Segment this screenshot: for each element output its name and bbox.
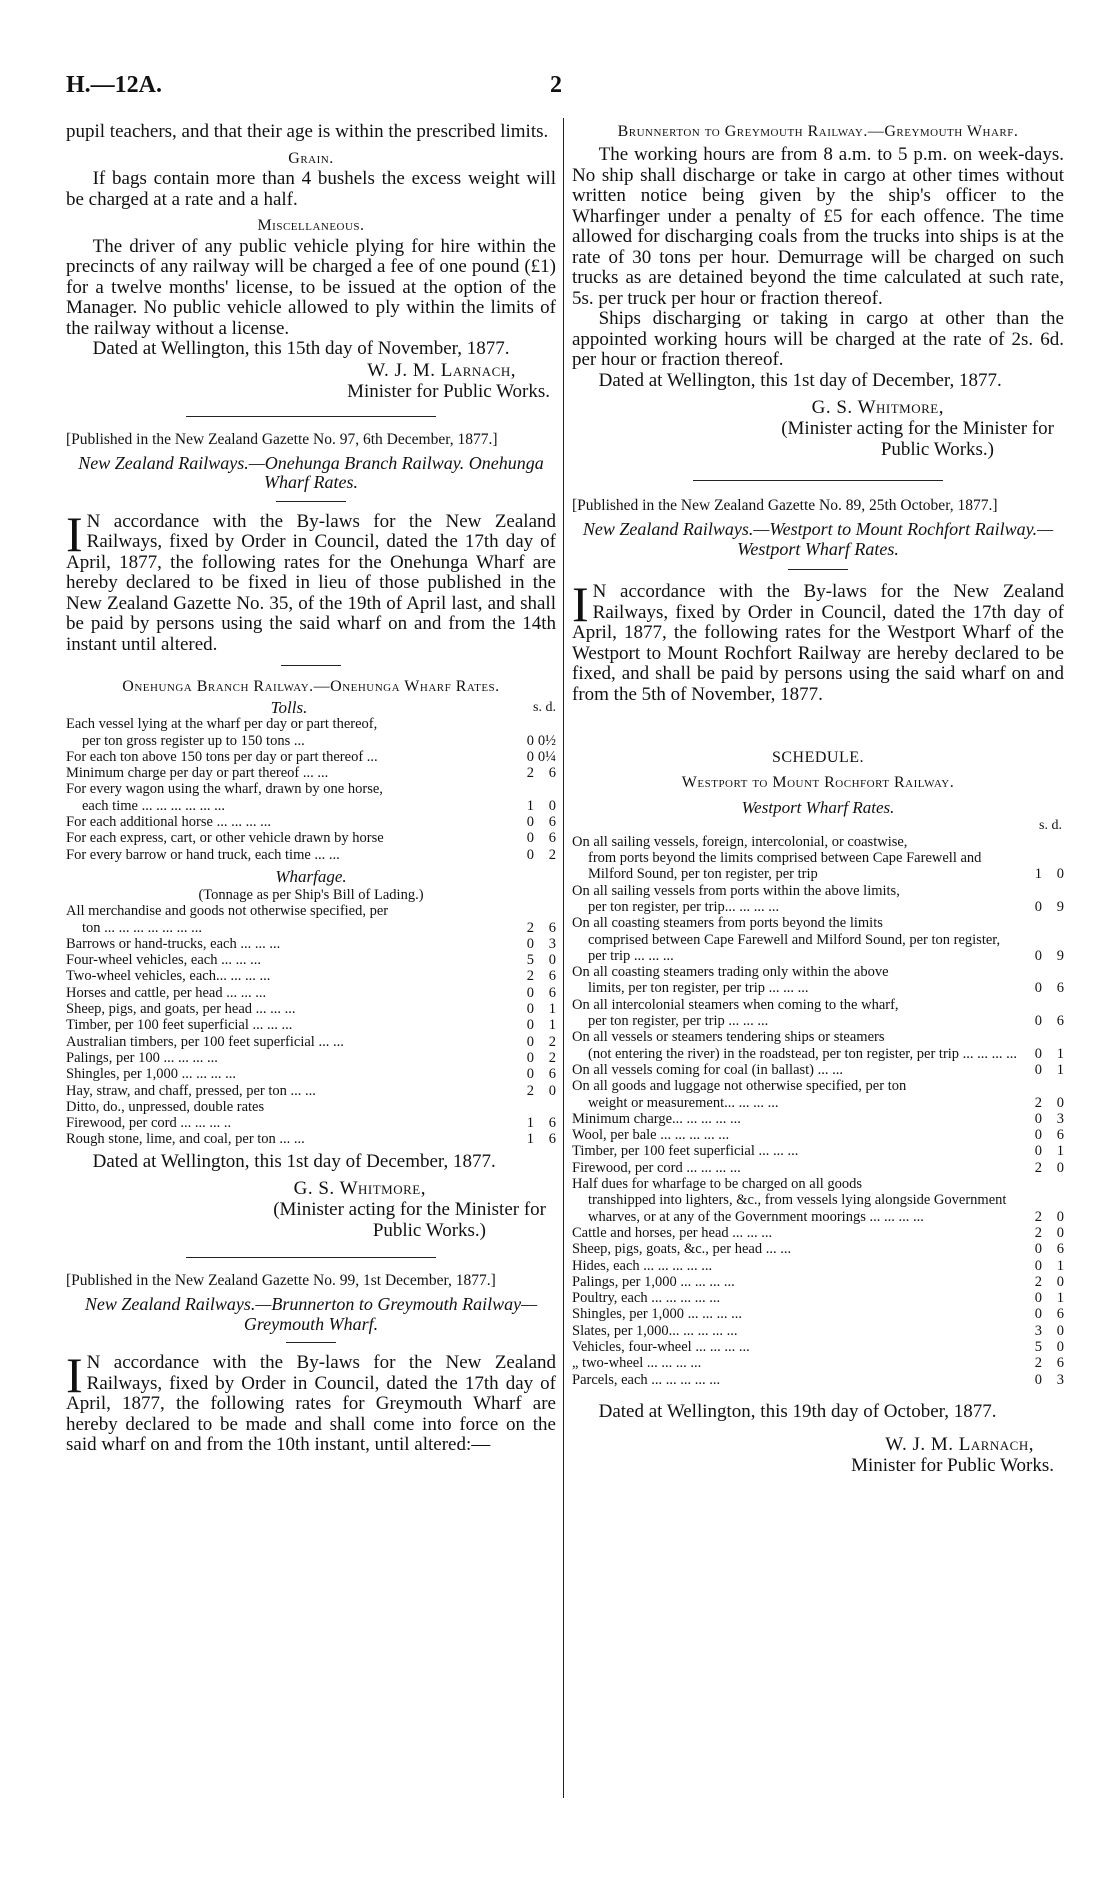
rate-row <box>66 1034 556 1050</box>
rate-row <box>572 899 1064 915</box>
rate-row <box>66 1115 556 1131</box>
working-hours-paragraph: The working hours are from 8 a.m. to 5 p.m. on week-days. No ship shall discharge or take in cargo at other times without written notice being given by the ship's officer to the Wharfinger under a penalty of £5 for each offence. The time allowed for discharging coals from the trucks into ships is at the rate of 30 tons per hour. Demurrage will be charged on such trucks as are detained beyond the time calculated at such rate, 5s. per truck per hour or fraction thereof. <box>572 144 1064 309</box>
pence-value: 6 <box>548 968 556 985</box>
rate-description: Hides, each ... ... ... ... ... <box>572 1257 713 1274</box>
rate-row <box>572 1274 1064 1290</box>
dated-line: Dated at Wellington, this 1st day of December, 1877. <box>598 369 1002 391</box>
rate-description: per ton gross register up to 150 tons ... <box>82 732 305 749</box>
rate-description: (not entering the river) in the roadstead, per ton register, per trip ... ... ... ... <box>588 1045 1018 1062</box>
signatory-title: Minister for Public Works. <box>347 380 550 402</box>
rate-description: Two-wheel vehicles, each... ... ... ... <box>66 968 271 985</box>
rate-description: comprised between Cape Farewell and Milford Sound, per ton register, per trip ... ... ... <box>588 931 1001 964</box>
pence-value: 0 <box>548 1082 556 1099</box>
section-rule <box>186 416 436 417</box>
rate-description: Firewood, per cord ... ... ... ... <box>572 1159 741 1176</box>
wharfage-heading: Wharfage. <box>275 866 347 886</box>
rate-description: Firewood, per cord ... ... ... .. <box>66 1115 232 1132</box>
rate-description: Slates, per 1,000... ... ... ... ... <box>572 1322 738 1339</box>
shillings-value: 1 <box>526 1115 534 1132</box>
shillings-value: 1 <box>526 797 534 814</box>
rate-description: For each additional horse ... ... ... ... <box>66 814 271 831</box>
rate-row-label: For every wagon using the wharf, drawn by one horse, <box>66 781 383 798</box>
rate-row <box>572 1372 1064 1388</box>
rate-description: Horses and cattle, per head ... ... ... <box>66 984 267 1001</box>
rate-row <box>572 1241 1064 1257</box>
rate-row-label: On all vessels or steamers tendering ships or steamers <box>572 1029 885 1046</box>
rate-row <box>66 936 556 952</box>
rate-row <box>66 1066 556 1082</box>
page-number: 2 <box>550 72 562 98</box>
shillings-value: 2 <box>1034 1273 1042 1290</box>
shillings-value: 0 <box>1034 1290 1042 1307</box>
rate-row <box>572 850 1064 883</box>
rate-row <box>66 847 556 863</box>
rate-row <box>572 980 1064 996</box>
rate-row <box>572 1355 1064 1371</box>
pence-value: 1 <box>1056 1257 1064 1274</box>
shillings-value: 2 <box>526 919 534 936</box>
rate-row <box>572 1192 1064 1225</box>
rate-description: Wool, per bale ... ... ... ... ... <box>572 1127 730 1144</box>
shillings-value: 0 <box>1034 947 1042 964</box>
pence-value: 0 <box>1056 1159 1064 1176</box>
overtime-paragraph: Ships discharging or taking in cargo at other than the appointed working hours will be charged at the rate of 2s. 6d. per hour or fraction thereof. <box>572 308 1064 370</box>
left-column <box>66 122 556 1456</box>
rate-row <box>572 1143 1064 1159</box>
signatory-title-line2: Public Works.) <box>880 439 994 460</box>
shillings-value: 5 <box>526 952 534 969</box>
rate-description: Vehicles, four-wheel ... ... ... ... <box>572 1339 750 1355</box>
pence-value: 0 <box>1056 1339 1064 1355</box>
rate-description: Timber, per 100 feet superficial ... ... ... <box>572 1143 799 1160</box>
pence-value: 0 <box>1056 1208 1064 1225</box>
shillings-value: 2 <box>1034 1094 1042 1111</box>
pence-value: 6 <box>1056 1355 1064 1372</box>
pence-value: 6 <box>548 830 556 847</box>
shillings-value: 0 <box>1034 898 1042 915</box>
rate-description: per ton register, per trip... ... ... ... <box>588 898 780 915</box>
shillings-value: 1 <box>526 1131 534 1148</box>
pence-value: 9 <box>1056 898 1064 915</box>
pence-value: 6 <box>1056 1013 1064 1030</box>
shillings-value: 0 <box>526 830 534 847</box>
rate-row <box>572 1111 1064 1127</box>
grain-paragraph: If bags contain more than 4 bushels the excess weight will be charged at a rate and a half. <box>66 168 556 210</box>
rate-row <box>572 1127 1064 1143</box>
pence-value: 0 <box>1056 1094 1064 1111</box>
pence-value: 6 <box>1056 1306 1064 1323</box>
rate-row <box>66 765 556 781</box>
notice-title: New Zealand Railways.—Westport to Mount Rochfort Railway.—Westport Wharf Rates. <box>582 519 1054 559</box>
rate-row-label: On all sailing vessels from ports within the above limits, <box>572 882 900 899</box>
pence-value: 6 <box>548 919 556 936</box>
grain-heading: Grain. <box>288 149 334 167</box>
signatory-title-line2: Public Works.) <box>372 1220 486 1242</box>
shillings-value: 0 <box>526 732 534 749</box>
shillings-value: 0 <box>526 846 534 863</box>
signatory-name: W. J. M. Larnach, <box>367 359 516 381</box>
rate-row <box>572 1046 1064 1062</box>
pence-value: 1 <box>1056 1290 1064 1307</box>
pence-value: 6 <box>548 1131 556 1148</box>
rate-row <box>66 920 556 936</box>
pence-value: 0 <box>548 952 556 969</box>
pence-value: 1 <box>1056 1061 1064 1078</box>
shillings-value: 2 <box>526 968 534 985</box>
pence-value: 2 <box>548 846 556 863</box>
shillings-value: 0 <box>526 984 534 1001</box>
rate-row-label: Half dues for wharfage to be charged on all goods <box>572 1176 863 1193</box>
rates-table-heading: Onehunga Branch Railway.—Onehunga Wharf Rates. <box>122 678 500 695</box>
shillings-value: 2 <box>1034 1208 1042 1225</box>
short-rule <box>276 501 346 502</box>
signatory-name: G. S. Whitmore, <box>293 1178 426 1200</box>
rate-description: „ two-wheel ... ... ... ... <box>572 1355 702 1372</box>
rate-row <box>66 733 556 749</box>
pence-value: 6 <box>548 765 556 782</box>
pence-value: 0 <box>1056 1224 1064 1241</box>
section-rule <box>693 480 943 481</box>
rate-description: Rough stone, lime, and coal, per ton ... ... <box>66 1131 305 1148</box>
rate-row <box>66 968 556 984</box>
shillings-value: 0 <box>526 1066 534 1083</box>
rate-description: On all vessels coming for coal (in ballast) ... ... <box>572 1061 844 1078</box>
schedule-subheading: Westport to Mount Rochfort Railway. <box>681 774 955 791</box>
shillings-value: 3 <box>1034 1322 1042 1339</box>
pence-value: 6 <box>1056 980 1064 997</box>
pence-value: 6 <box>548 814 556 831</box>
right-column <box>572 122 1064 1476</box>
shillings-value: 0 <box>1034 1061 1042 1078</box>
pence-value: 0 <box>1056 866 1064 883</box>
publication-note: [Published in the New Zealand Gazette No. 99, 1st December, 1877.] <box>66 1272 496 1290</box>
rate-row <box>66 749 556 765</box>
rate-description: transhipped into lighters, &c., from vessels lying alongside Government wharves, or at any of the Government moorings ... ... ... ... <box>588 1192 1007 1225</box>
rate-row <box>66 814 556 830</box>
pence-value: 1 <box>1056 1143 1064 1160</box>
rate-description: Timber, per 100 feet superficial ... ... ... <box>66 1017 293 1034</box>
sd-header: s. d. <box>1039 817 1062 833</box>
rate-row-label: On all sailing vessels, foreign, intercolonial, or coastwise, <box>572 833 908 850</box>
rate-row <box>66 798 556 814</box>
publication-note: [Published in the New Zealand Gazette No. 97, 6th December, 1877.] <box>66 430 498 448</box>
westport-rates-table <box>572 834 1064 1388</box>
pence-value: 1 <box>548 1001 556 1018</box>
rate-row <box>572 1095 1064 1111</box>
rate-description: Shingles, per 1,000 ... ... ... ... <box>572 1306 742 1323</box>
pence-value: 0 <box>1056 1273 1064 1290</box>
section-heading: Brunnerton to Greymouth Railway.—Greymouth Wharf. <box>617 123 1019 140</box>
rate-description: Poultry, each ... ... ... ... ... <box>572 1290 721 1307</box>
rate-row-label: On all intercolonial steamers when coming to the wharf, <box>572 996 899 1013</box>
pence-value: 3 <box>1056 1371 1064 1388</box>
short-rule <box>286 1342 336 1343</box>
rate-row <box>66 952 556 968</box>
tolls-table <box>66 716 556 863</box>
shillings-value: 2 <box>526 765 534 782</box>
shillings-value: 2 <box>1034 1355 1042 1372</box>
signatory-title-line1: (Minister acting for the Minister for <box>273 1199 546 1221</box>
sd-header: s. d. <box>533 700 556 715</box>
shillings-value: 0 <box>1034 1127 1042 1144</box>
shillings-value: 0 <box>1034 1257 1042 1274</box>
rate-description: For every barrow or hand truck, each time ... ... <box>66 846 340 863</box>
rate-description: from ports beyond the limits comprised between Cape Farewell and Milford Sound, per ton register, per trip <box>588 850 982 883</box>
rate-row <box>572 1225 1064 1241</box>
miscellaneous-paragraph: The driver of any public vehicle plying for hire within the precincts of any railway will be charged a fee of one pound (£1) for a twelve months' license, to be issued at the option of the Manager. No public vehicle allowed to ply within the limits of the railway without a license. <box>66 235 556 339</box>
rate-row <box>66 830 556 846</box>
rate-row-label: On all goods and luggage not otherwise specified, per ton <box>572 1078 907 1095</box>
notice-paragraph: IN accordance with the By-laws for the New Zealand Railways, fixed by Order in Council, dated the 17th day of April, 1877, the following rates for the Westport Wharf of the Westport to Mount Rochfort Railway are hereby declared to be fixed, and shall be paid by persons using the said wharf on and from the 5th of November, 1877. <box>572 576 1064 705</box>
rate-description: Ditto, do., unpressed, double rates <box>66 1098 265 1115</box>
shillings-value: 0 <box>1034 980 1042 997</box>
shillings-value: 5 <box>1034 1339 1042 1355</box>
pence-value: 0½ <box>537 732 556 749</box>
notice-paragraph: IN accordance with the By-laws for the New Zealand Railways, fixed by Order in Council, dated the 17th day of April, 1877, the following rates for the Onehunga Wharf are hereby declared to be fixed in lieu of those published in the New Zealand Gazette No. 35, of the 19th of April last, and shall be paid by persons using the said wharf on and from the 14th instant until altered. <box>66 505 556 655</box>
rate-row <box>66 1050 556 1066</box>
rate-row-label: Each vessel lying at the wharf per day or part thereof, <box>66 716 378 733</box>
wharfage-subheading: (Tonnage as per Ship's Bill of Lading.) <box>198 886 424 903</box>
rate-row <box>572 932 1064 965</box>
rate-row <box>572 1306 1064 1322</box>
rate-description: Hay, straw, and chaff, pressed, per ton ... ... <box>66 1082 316 1099</box>
pence-value: 6 <box>548 984 556 1001</box>
rate-description: Minimum charge... ... ... ... ... <box>572 1110 741 1127</box>
rate-row <box>66 1083 556 1099</box>
rate-row-label: On all coasting steamers from ports beyond the limits <box>572 915 883 932</box>
rate-row-label: On all coasting steamers trading only within the above <box>572 964 889 981</box>
rate-row <box>572 1339 1064 1355</box>
pence-value: 0 <box>548 797 556 814</box>
rate-description: Parcels, each ... ... ... ... ... <box>572 1371 721 1388</box>
shillings-value: 0 <box>526 1001 534 1018</box>
rate-row <box>66 1131 556 1147</box>
wharfage-table <box>66 903 556 1147</box>
pence-value: 6 <box>1056 1127 1064 1144</box>
dated-line: Dated at Wellington, this 19th day of October, 1877. <box>598 1400 997 1422</box>
shillings-value: 0 <box>1034 1013 1042 1030</box>
rate-row <box>572 1160 1064 1176</box>
shillings-value: 0 <box>1034 1045 1042 1062</box>
publication-note: [Published in the New Zealand Gazette No. 89, 25th October, 1877.] <box>572 497 998 514</box>
rate-description: Sheep, pigs, and goats, per head ... ... ... <box>66 1001 296 1018</box>
shillings-value: 1 <box>1034 866 1042 883</box>
rate-description: For each express, cart, or other vehicle drawn by horse <box>66 830 384 847</box>
rate-description: Cattle and horses, per head ... ... ... <box>572 1224 773 1241</box>
pence-value: 1 <box>1056 1045 1064 1062</box>
notice-title: New Zealand Railways.—Brunnerton to Greymouth Railway—Greymouth Wharf. <box>84 1294 538 1334</box>
schedule-heading: SCHEDULE. <box>771 749 865 766</box>
rate-description: Minimum charge per day or part thereof ... ... <box>66 765 329 782</box>
short-rule <box>281 665 341 666</box>
rate-description: limits, per ton register, per trip ... ... ... <box>588 980 809 997</box>
dated-line: Dated at Wellington, this 15th day of November, 1877. <box>92 338 510 359</box>
short-rule <box>788 569 848 570</box>
pence-value: 6 <box>548 1066 556 1083</box>
shillings-value: 2 <box>1034 1159 1042 1176</box>
rate-description: Barrows or hand-trucks, each ... ... ... <box>66 935 281 952</box>
rate-row <box>572 1013 1064 1029</box>
shillings-value: 2 <box>1034 1224 1042 1241</box>
shillings-value: 0 <box>526 935 534 952</box>
rate-description: ton ... ... ... ... ... ... ... <box>82 919 203 936</box>
pence-value: 2 <box>548 1049 556 1066</box>
rate-row <box>572 1323 1064 1339</box>
intro-paragraph: pupil teachers, and that their age is within the prescribed limits. <box>66 121 549 142</box>
shillings-value: 2 <box>526 1082 534 1099</box>
rate-description: weight or measurement... ... ... ... <box>588 1094 779 1111</box>
section-rule <box>186 1257 436 1258</box>
rate-row <box>572 1290 1064 1306</box>
pence-value: 1 <box>548 1017 556 1034</box>
rate-row <box>572 1062 1064 1078</box>
rate-row <box>66 1017 556 1033</box>
shillings-value: 0 <box>526 1017 534 1034</box>
rate-row-label: All merchandise and goods not otherwise specified, per <box>66 903 389 920</box>
rate-row <box>66 1099 556 1115</box>
tolls-heading: Tolls. <box>270 698 308 717</box>
pence-value: 0 <box>1056 1322 1064 1339</box>
shillings-value: 0 <box>1034 1371 1042 1388</box>
rate-description: Sheep, pigs, goats, &c., per head ... ... <box>572 1241 792 1258</box>
rate-description: per ton register, per trip ... ... ... <box>588 1013 769 1030</box>
signatory-title-line1: (Minister acting for the Minister for <box>781 418 1054 439</box>
schedule-title: Westport Wharf Rates. <box>741 797 895 817</box>
rate-description: Australian timbers, per 100 feet superficial ... ... <box>66 1033 344 1050</box>
rate-description: For each ton above 150 tons per day or part thereof ... <box>66 748 378 765</box>
shillings-value: 0 <box>526 1049 534 1066</box>
signatory-title: Minister for Public Works. <box>851 1455 1054 1477</box>
rate-description: each time ... ... ... ... ... ... <box>82 797 225 814</box>
pence-value: 0¼ <box>537 748 556 765</box>
pence-value: 3 <box>548 935 556 952</box>
rate-row <box>572 1258 1064 1274</box>
pence-value: 6 <box>548 1115 556 1132</box>
shillings-value: 0 <box>526 748 534 765</box>
pence-value: 9 <box>1056 947 1064 964</box>
shillings-value: 0 <box>1034 1241 1042 1258</box>
dated-line: Dated at Wellington, this 1st day of December, 1877. <box>92 1150 496 1172</box>
rate-description: Palings, per 1,000 ... ... ... ... <box>572 1273 735 1290</box>
signatory-name: G. S. Whitmore, <box>811 397 944 418</box>
shillings-value: 0 <box>1034 1143 1042 1160</box>
shillings-value: 0 <box>1034 1110 1042 1127</box>
column-divider <box>563 118 564 1798</box>
pence-value: 6 <box>1056 1241 1064 1258</box>
rate-description: Shingles, per 1,000 ... ... ... ... <box>66 1066 236 1083</box>
rate-description: Four-wheel vehicles, each ... ... ... <box>66 952 261 969</box>
rate-row <box>66 1001 556 1017</box>
rate-description: Palings, per 100 ... ... ... ... <box>66 1049 218 1066</box>
notice-title: New Zealand Railways.—Onehunga Branch Railway. Onehunga Wharf Rates. <box>78 452 544 492</box>
miscellaneous-heading: Miscellaneous. <box>257 217 365 234</box>
shillings-value: 0 <box>526 1033 534 1050</box>
pence-value: 2 <box>548 1033 556 1050</box>
signatory-name: W. J. M. Larnach, <box>885 1434 1034 1456</box>
rate-row <box>66 985 556 1001</box>
shillings-value: 0 <box>526 814 534 831</box>
pence-value: 3 <box>1056 1110 1064 1127</box>
document-reference: H.—12A. <box>66 72 162 98</box>
shillings-value: 0 <box>1034 1306 1042 1323</box>
notice-paragraph: IN accordance with the By-laws for the New Zealand Railways, fixed by Order in Council, dated the 17th day of April, 1877, the following rates for Greymouth Wharf are hereby declared to be made and shall come into force on the said wharf on and from the 10th instant, until altered:— <box>66 1347 556 1456</box>
